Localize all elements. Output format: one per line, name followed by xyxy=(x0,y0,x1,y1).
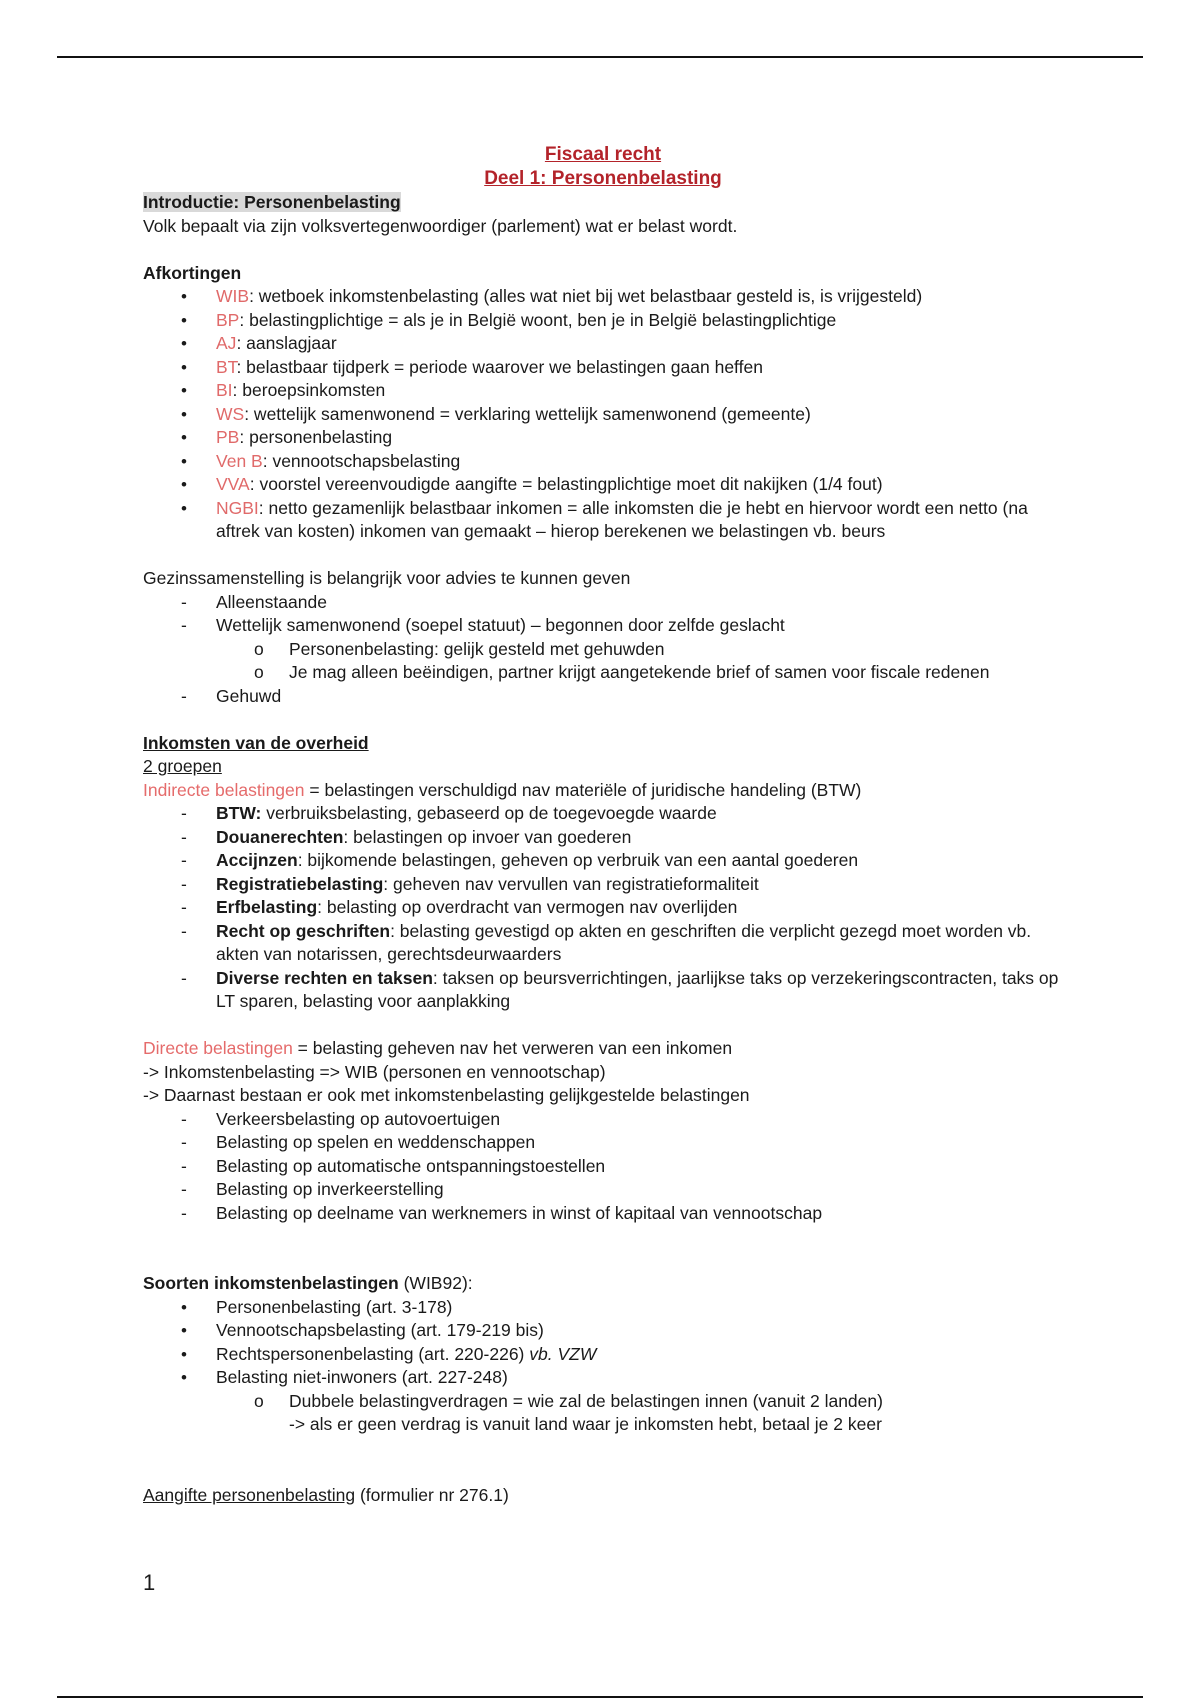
abbreviation-term: BT xyxy=(216,356,237,377)
list-item-italic: vb. VZW xyxy=(529,1343,597,1364)
intro-heading: Introductie: Personenbelasting xyxy=(143,192,401,212)
indirect-tax-description: : geheven nav vervullen van registratieformaliteit xyxy=(383,873,759,894)
indirect-tax-term: Diverse rechten en taksen xyxy=(216,967,433,988)
list-item: - Alleenstaande xyxy=(143,591,1063,615)
abbreviation-item xyxy=(143,379,1063,403)
family-list xyxy=(143,591,1063,709)
direct-list xyxy=(143,1108,1063,1226)
abbreviation-term: WS xyxy=(216,403,245,424)
abbreviation-item xyxy=(143,473,1063,497)
abbreviation-term: NGBI xyxy=(216,497,259,518)
abbreviation-definition: : netto gezamenlijk belastbaar inkomen = alle inkomsten die je hebt en hiervoor wordt een netto (na aftrek van kosten) inkomen van gemaakt – hierop berekenen we belastingen vb. beurs xyxy=(216,497,1028,541)
abbreviation-item xyxy=(143,309,1063,333)
abbreviation-term: VVA xyxy=(216,474,250,494)
indirect-list xyxy=(143,802,1063,1014)
abbreviation-item xyxy=(143,497,1063,544)
abbreviation-item xyxy=(143,356,1063,380)
declaration-suffix: (formulier nr 276.1) xyxy=(355,1484,509,1505)
title-block xyxy=(143,143,1063,191)
indirect-tax-term: Douanerechten xyxy=(216,826,344,847)
direct-tax-item: - Belasting op spelen en weddenschappen xyxy=(143,1131,1063,1155)
indirect-tax-term: Erfbelasting xyxy=(216,897,318,917)
indirect-tax-term: Recht op geschriften xyxy=(216,920,391,941)
types-heading: Soorten inkomstenbelastingen xyxy=(143,1273,399,1293)
list-item-text: Rechtspersonenbelasting (art. 220-226) xyxy=(216,1343,530,1364)
types-heading-suffix: (WIB92): xyxy=(398,1273,473,1293)
indirect-tax-item xyxy=(143,920,1063,967)
abbreviation-definition: : aanslagjaar xyxy=(236,333,337,353)
list-item: - Gehuwd xyxy=(143,685,1063,709)
indirect-tax-description: : belastingen op invoer van goederen xyxy=(343,826,632,847)
groups-label: 2 groepen xyxy=(143,756,222,776)
indirect-tax-item xyxy=(143,967,1063,1014)
declaration-label: Aangifte personenbelasting xyxy=(143,1484,356,1505)
abbreviation-definition: : belastingplichtige = als je in België woont, ben je in België belastingplichtige xyxy=(239,309,837,330)
abbreviation-term: AJ xyxy=(216,333,237,353)
abbreviation-item xyxy=(143,403,1063,427)
abbreviation-item xyxy=(143,426,1063,450)
indirect-tax-description: : taksen op beursverrichtingen, jaarlijkse taks op verzekeringscontracten, taks op LT sparen, belasting voor aanplakking xyxy=(216,967,1059,1011)
list-item xyxy=(143,1343,1063,1367)
indirect-tax-item xyxy=(143,802,1063,826)
page-number: 1 xyxy=(143,1570,156,1595)
indirect-tax-term: Registratiebelasting xyxy=(216,873,384,894)
abbreviation-definition: : wettelijk samenwonend = verklaring wettelijk samenwonend (gemeente) xyxy=(244,403,811,424)
indirect-tax-item xyxy=(143,896,1063,920)
direct-tax-item: - Belasting op automatische ontspanningstoestellen xyxy=(143,1155,1063,1179)
indirect-tax-item xyxy=(143,826,1063,850)
list-item: - Wettelijk samenwonend (soepel statuut) – begonnen door zelfde geslacht xyxy=(143,614,1063,638)
abbreviation-item xyxy=(143,285,1063,309)
abbreviation-definition: : voorstel vereenvoudigde aangifte = belastingplichtige moet dit nakijken (1/4 fout) xyxy=(249,474,883,494)
abbreviation-item xyxy=(143,332,1063,356)
sub-list-item-line-2: -> als er geen verdrag is vanuit land waar je inkomsten hebt, betaal je 2 keer xyxy=(289,1414,882,1434)
abbreviation-term: WIB xyxy=(216,286,250,306)
declaration-line xyxy=(143,1484,1063,1508)
direct-tax-item: - Belasting op inverkeerstelling xyxy=(143,1178,1063,1202)
sub-list-item xyxy=(143,1390,1063,1437)
indirect-tax-item xyxy=(143,873,1063,897)
abbreviation-definition: : belastbaar tijdperk = periode waarover we belastingen gaan heffen xyxy=(236,356,763,377)
indirect-tax-term: Accijnzen xyxy=(216,850,298,870)
types-list xyxy=(143,1296,1063,1437)
abbreviation-definition: : vennootschapsbelasting xyxy=(262,450,461,471)
family-intro: Gezinssamenstelling is belangrijk voor advies te kunnen geven xyxy=(143,568,631,588)
indirect-tax-term: BTW: xyxy=(216,803,262,823)
sub-list-item-line-1: Dubbele belastingverdragen = wie zal de belastingen innen (vanuit 2 landen) xyxy=(289,1390,883,1411)
indirect-tax-description: : belasting op overdracht van vermogen nav overlijden xyxy=(317,897,738,917)
abbreviations-heading: Afkortingen xyxy=(143,262,242,283)
bottom-rule xyxy=(57,1696,1143,1698)
abbreviation-term: Ven B xyxy=(216,450,263,471)
indirect-label: Indirecte belastingen xyxy=(143,779,305,800)
abbreviation-term: BI xyxy=(216,380,233,400)
list-item: • Personenbelasting (art. 3-178) xyxy=(143,1296,1063,1320)
indirect-tax-description: verbruiksbelasting, gebaseerd op de toegevoegde waarde xyxy=(261,803,717,823)
sub-list-item: o Personenbelasting: gelijk gesteld met gehuwden xyxy=(143,638,1063,662)
direct-text: = belasting geheven nav het verweren van een inkomen xyxy=(292,1038,733,1058)
document-title: Fiscaal recht xyxy=(544,144,662,165)
abbreviation-definition: : personenbelasting xyxy=(239,427,393,447)
indirect-tax-description: : bijkomende belastingen, geheven op verbruik van een aantal goederen xyxy=(297,850,859,870)
income-heading: Inkomsten van de overheid xyxy=(143,732,369,753)
list-item: • Belasting niet-inwoners (art. 227-248) xyxy=(143,1366,1063,1390)
direct-line-2: -> Daarnast bestaan er ook met inkomstenbelasting gelijkgestelde belastingen xyxy=(143,1085,750,1105)
intro-text: Volk bepaalt via zijn volksvertegenwoordiger (parlement) wat er belast wordt. xyxy=(143,215,738,236)
indirect-tax-description: : belasting gevestigd op akten en geschriften die verplicht gezegd moet worden vb. akten van notarissen, gerechtsdeurwaarders xyxy=(216,920,1032,964)
indirect-tax-item xyxy=(143,849,1063,873)
abbreviations-list xyxy=(143,285,1063,544)
abbreviation-term: BP xyxy=(216,309,240,330)
direct-line-1: -> Inkomstenbelasting => WIB (personen en vennootschap) xyxy=(143,1061,606,1082)
indirect-text: = belastingen verschuldigd nav materiële of juridische handeling (BTW) xyxy=(304,779,862,800)
direct-label: Directe belastingen xyxy=(143,1038,293,1058)
top-rule xyxy=(57,56,1143,58)
document-page xyxy=(143,143,1063,1507)
document-subtitle: Deel 1: Personenbelasting xyxy=(484,168,722,189)
direct-tax-item: - Verkeersbelasting op autovoertuigen xyxy=(143,1108,1063,1132)
direct-tax-item: - Belasting op deelname van werknemers in winst of kapitaal van vennootschap xyxy=(143,1202,1063,1226)
abbreviation-definition: : beroepsinkomsten xyxy=(232,380,386,400)
abbreviation-item xyxy=(143,450,1063,474)
list-item: • Vennootschapsbelasting (art. 179-219 bis) xyxy=(143,1319,1063,1343)
indirect-line xyxy=(143,779,1063,803)
direct-line xyxy=(143,1037,1063,1061)
abbreviation-term: PB xyxy=(216,427,240,447)
sub-list-item: o Je mag alleen beëindigen, partner krijgt aangetekende brief of samen voor fiscale redenen xyxy=(143,661,1063,685)
types-heading-line xyxy=(143,1272,1063,1296)
abbreviation-definition: : wetboek inkomstenbelasting (alles wat niet bij wet belastbaar gesteld is, is vrijgesteld) xyxy=(249,286,923,306)
